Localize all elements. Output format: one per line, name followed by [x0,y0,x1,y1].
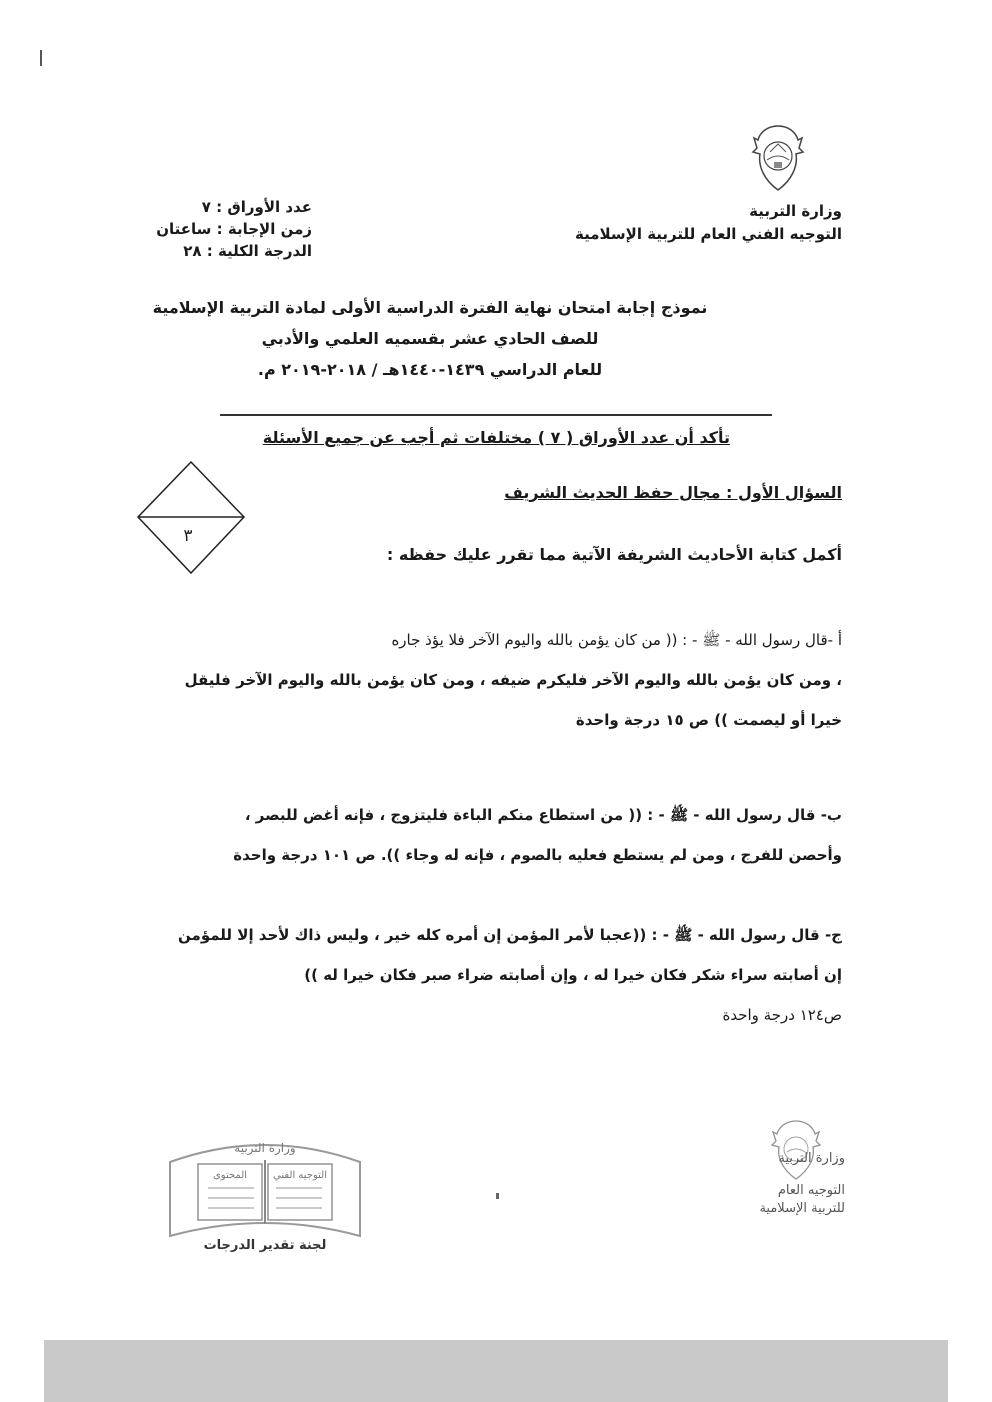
ministry-header [575,200,842,246]
heading-line-2: للصف الحادي عشر بقسميه العلمي والأدبي [261,329,599,348]
kuwait-emblem-icon [748,122,808,194]
exam-heading [130,292,730,385]
hadith-c-line-1: ج- قال رسول الله - ﷺ - : ((عجبا لأمر المؤمن إن أمره كله خير ، وليس ذاك لأحد إلا للمؤمن [178,926,842,944]
hadith-a-line-3: خيرا أو ليصمت )) ص ١٥ درجة واحدة [575,711,842,729]
stamp-book-left: المحتوى [212,1170,248,1181]
bottom-seal-department-1: التوجيه العام [777,1183,845,1198]
question-title: السؤال الأول : مجال حفظ الحديث الشريف [504,483,842,502]
hadith-c-line-2: إن أصابته سراء شكر فكان خيرا له ، وإن أصابته ضراء صبر فكان خيرا له )) [304,966,842,984]
divider [220,414,772,416]
heading-line-1: نموذج إجابة امتحان نهاية الفترة الدراسية الأولى لمادة التربية الإسلامية [152,298,708,317]
hadith-a [142,620,842,740]
bottom-seal-ministry: وزارة التربية [778,1151,845,1166]
footer-bar [44,1340,948,1402]
heading-line-3: للعام الدراسي ١٤٣٩-١٤٤٠هـ / ٢٠١٨-٢٠١٩ م. [257,360,603,379]
ministry-name: وزارة التربية [749,202,842,220]
department-name: التوجيه الفني العام للتربية الإسلامية [575,225,842,243]
total-grade: الدرجة الكلية : ٢٨ [183,242,312,260]
margin-mark [40,50,42,66]
hadith-b [142,795,842,875]
stamp-ministry: وزارة التربية [234,1141,296,1155]
score-diamond [136,460,246,575]
answer-time: زمن الإجابة : ساعتان [156,220,312,238]
hadith-a-line-1: أ -قال رسول الله - ﷺ - : (( من كان يؤمن بالله واليوم الآخر فلا يؤذ جاره [391,631,842,649]
bottom-seal-department-2: للتربية الإسلامية [759,1201,845,1216]
stamp-book-right: التوجيه الفني [273,1170,327,1181]
bottom-seal-text [715,1150,845,1218]
hadith-b-line-1: ب- قال رسول الله - ﷺ - : (( من استطاع منكم الباءة فليتزوج ، فإنه أغض للبصر ، [244,806,842,824]
stray-mark [496,1193,499,1199]
exam-meta [156,196,312,262]
hadith-c [142,915,842,1035]
stamp-caption: لجنة تقدير الدرجات [203,1238,327,1253]
hadith-b-line-2: وأحصن للفرج ، ومن لم يستطع فعليه بالصوم ، فإنه له وجاء )). ص ١٠١ درجة واحدة [233,846,842,864]
hadith-a-line-2: ، ومن كان يؤمن بالله واليوم الآخر فليكرم ضيفه ، ومن كان يؤمن بالله واليوم الآخر فليقل [184,671,842,689]
hadith-c-line-3: ص١٢٤ درجة واحدة [722,1006,842,1024]
instruction: تأكد أن عدد الأوراق ( ٧ ) مختلفات ثم أجب عن جميع الأسئلة [262,428,730,447]
pages-count: عدد الأوراق : ٧ [201,198,312,216]
score-value: ٣ [183,526,193,546]
question-prompt: أكمل كتابة الأحاديث الشريفة الآتية مما تقرر عليك حفظه : [386,545,842,564]
